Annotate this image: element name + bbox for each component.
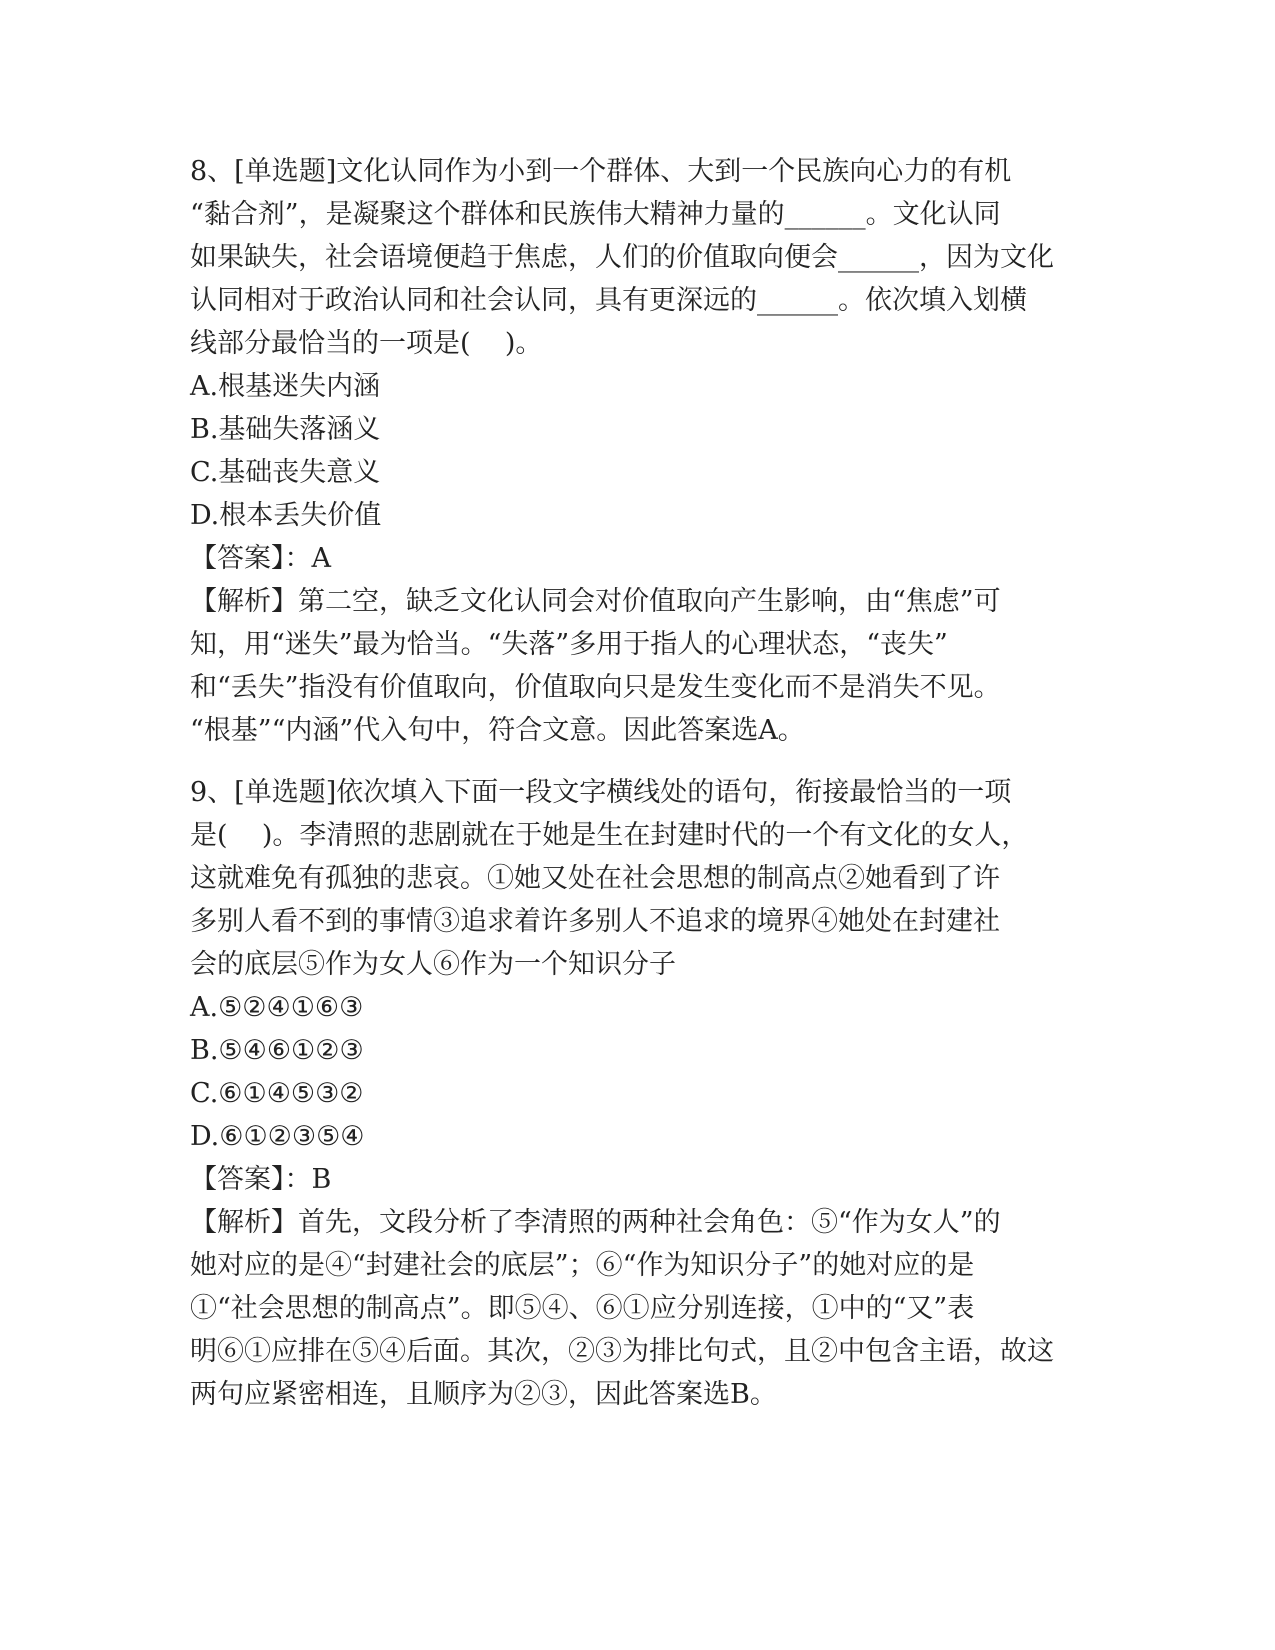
- stem-line: 8、[单选题]文化认同作为小到一个群体、大到一个民族向心力的有机: [190, 156, 1012, 187]
- analysis-block: [190, 1201, 1085, 1416]
- question-stem: [190, 150, 1085, 365]
- option-b: B.⑤④⑥①②③: [190, 1035, 364, 1066]
- answer-line: 【答案】：A: [190, 543, 331, 574]
- analysis-line: 和“丢失”指没有价值取向，价值取向只是发生变化而不是消失不见。: [190, 672, 1001, 703]
- analysis-line: 她对应的是④“封建社会的底层”；⑥“作为知识分子”的她对应的是: [190, 1250, 975, 1281]
- stem-line: 是( )。李清照的悲剧就在于她是生在封建时代的一个有文化的女人，: [190, 820, 1029, 851]
- answer-line: 【答案】：B: [190, 1164, 332, 1195]
- option-list: [190, 365, 1085, 537]
- option-d: D.⑥①②③⑤④: [190, 1121, 365, 1152]
- option-a: A.根基迷失内涵: [190, 371, 381, 402]
- stem-line: 线部分最恰当的一项是( )。: [190, 328, 543, 359]
- stem-line: 这就难免有孤独的悲哀。①她又处在社会思想的制高点②她看到了许: [190, 863, 1000, 894]
- option-a: A.⑤②④①⑥③: [190, 992, 364, 1023]
- question-9: [190, 771, 1085, 1416]
- analysis-line: “根基”“内涵”代入句中，符合文意。因此答案选A。: [190, 715, 805, 746]
- option-c: C.⑥①④⑤③②: [190, 1078, 364, 1109]
- question-8: [190, 150, 1085, 752]
- stem-line: 多别人看不到的事情③追求着许多别人不追求的境界④她处在封建社: [190, 906, 1000, 937]
- stem-line: 认同相对于政治认同和社会认同，具有更深远的______。依次填入划横: [190, 285, 1027, 316]
- question-divider: [190, 761, 1085, 771]
- stem-line: 如果缺失，社会语境便趋于焦虑，人们的价值取向便会______，因为文化: [190, 242, 1054, 273]
- analysis-line: ①“社会思想的制高点”。即⑤④、⑥①应分别连接，①中的“又”表: [190, 1293, 975, 1324]
- analysis-line: 两句应紧密相连，且顺序为②③，因此答案选B。: [190, 1379, 777, 1410]
- analysis-line: 明⑥①应排在⑤④后面。其次，②③为排比句式，且②中包含主语，故这: [190, 1336, 1054, 1367]
- stem-line: 会的底层⑤作为女人⑥作为一个知识分子: [190, 949, 676, 980]
- analysis-line: 知，用“迷失”最为恰当。“失落”多用于指人的心理状态，“丧失”: [190, 629, 948, 660]
- analysis-block: [190, 580, 1085, 752]
- option-c: C.基础丧失意义: [190, 457, 381, 488]
- document-content: [190, 150, 1085, 1425]
- stem-line: 9、[单选题]依次填入下面一段文字横线处的语句，衔接最恰当的一项: [190, 777, 1012, 808]
- analysis-line: 【解析】首先，文段分析了李清照的两种社会角色：⑤“作为女人”的: [190, 1207, 1001, 1238]
- analysis-line: 【解析】第二空，缺乏文化认同会对价值取向产生影响，由“焦虑”可: [190, 586, 1001, 617]
- stem-line: “黏合剂”，是凝聚这个群体和民族伟大精神力量的______。文化认同: [190, 199, 1001, 230]
- option-list: [190, 986, 1085, 1158]
- option-b: B.基础失落涵义: [190, 414, 381, 445]
- question-stem: [190, 771, 1085, 986]
- option-d: D.根本丢失价值: [190, 500, 382, 531]
